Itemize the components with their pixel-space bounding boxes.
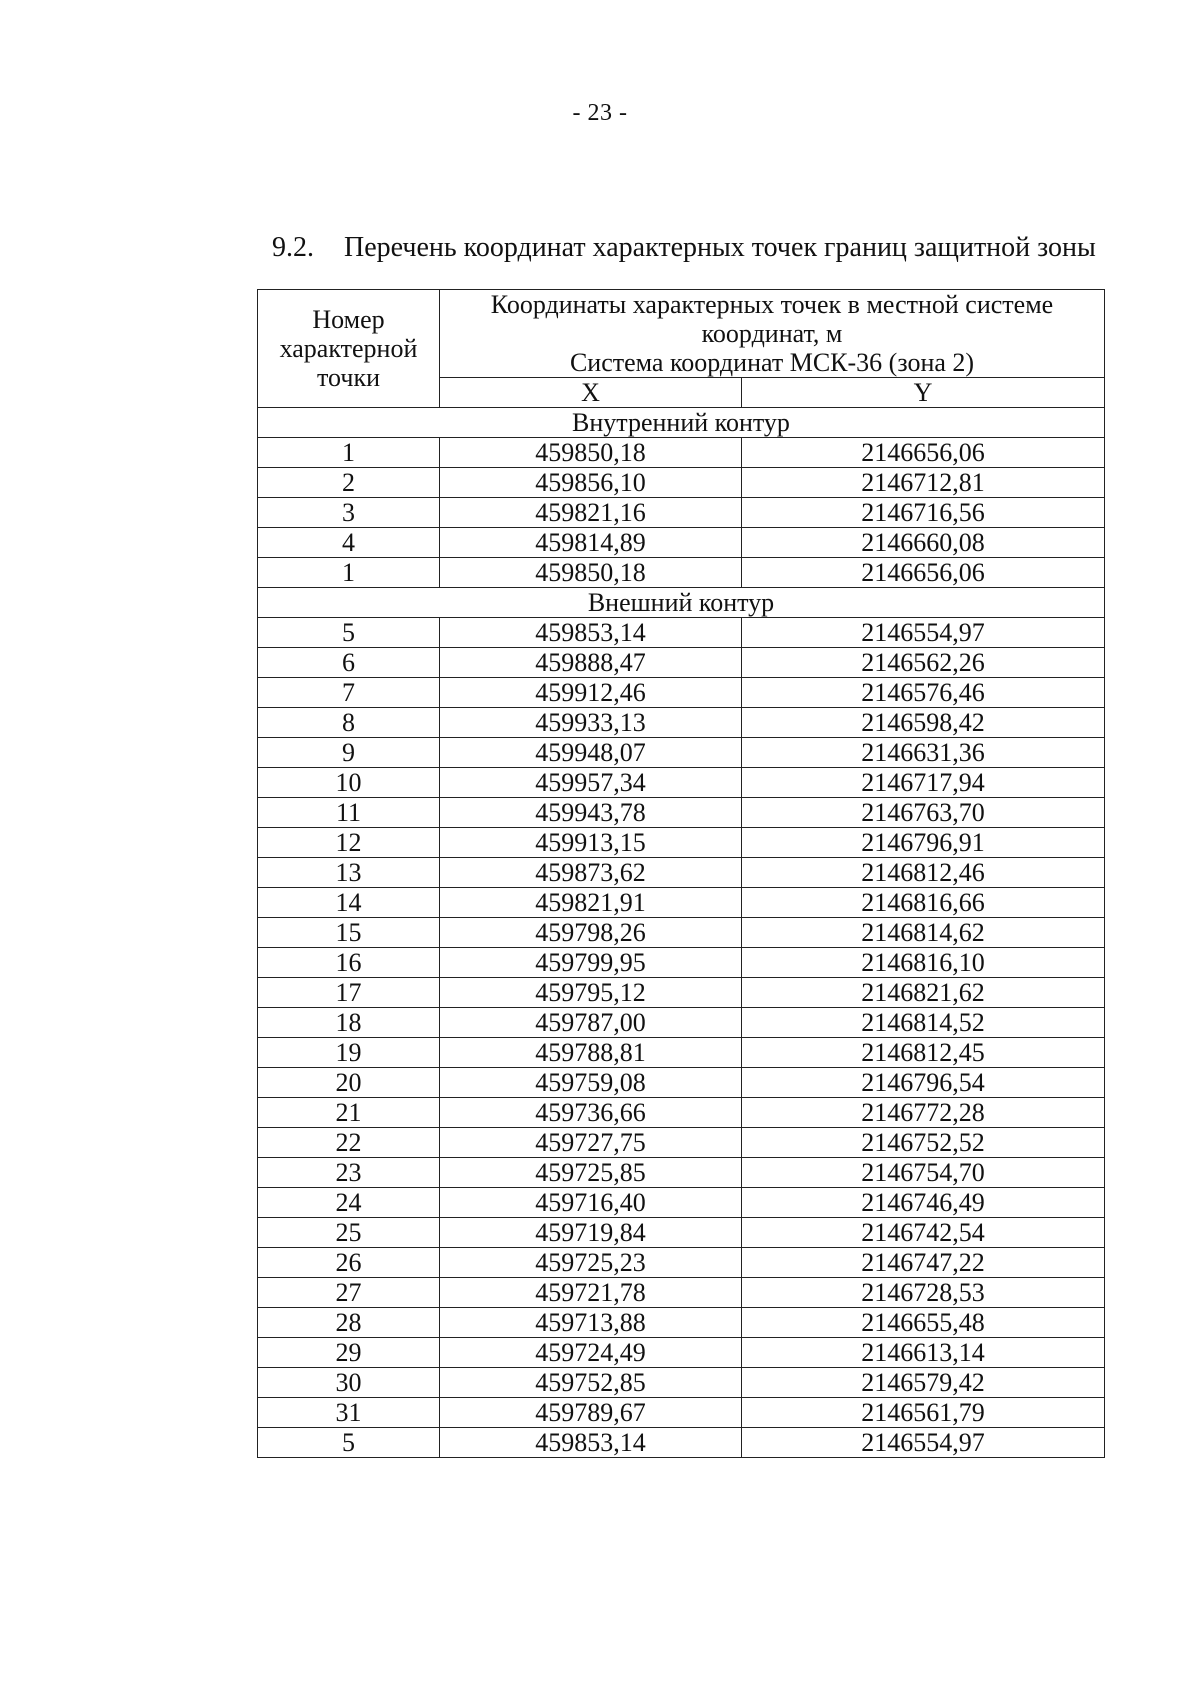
x-coordinate-cell: 459913,15	[440, 828, 742, 858]
point-number-cell: 5	[258, 1428, 440, 1458]
y-coordinate-cell: 2146716,56	[742, 498, 1105, 528]
point-number-cell: 7	[258, 678, 440, 708]
point-number-cell: 25	[258, 1218, 440, 1248]
x-coordinate-cell: 459789,67	[440, 1398, 742, 1428]
y-coordinate-cell: 2146561,79	[742, 1398, 1105, 1428]
table-row	[258, 648, 1105, 678]
table-row	[258, 1158, 1105, 1188]
y-coordinate-cell: 2146579,42	[742, 1368, 1105, 1398]
y-coordinate-cell: 2146598,42	[742, 708, 1105, 738]
point-number-cell: 28	[258, 1308, 440, 1338]
point-number-cell: 1	[258, 438, 440, 468]
table-row	[258, 858, 1105, 888]
point-number-cell: 24	[258, 1188, 440, 1218]
x-coordinate-cell: 459850,18	[440, 438, 742, 468]
point-number-cell: 6	[258, 648, 440, 678]
x-coordinate-cell: 459795,12	[440, 978, 742, 1008]
y-coordinate-cell: 2146821,62	[742, 978, 1105, 1008]
point-number-cell: 29	[258, 1338, 440, 1368]
x-coordinate-cell: 459725,85	[440, 1158, 742, 1188]
point-number-cell: 27	[258, 1278, 440, 1308]
point-number-cell: 13	[258, 858, 440, 888]
point-number-cell: 5	[258, 618, 440, 648]
table-row	[258, 1068, 1105, 1098]
x-coordinate-cell: 459798,26	[440, 918, 742, 948]
table-row	[258, 1038, 1105, 1068]
table-row	[258, 1368, 1105, 1398]
y-coordinate-cell: 2146712,81	[742, 468, 1105, 498]
table-row	[258, 978, 1105, 1008]
y-coordinate-cell: 2146816,10	[742, 948, 1105, 978]
x-coordinate-cell: 459957,34	[440, 768, 742, 798]
x-coordinate-cell: 459752,85	[440, 1368, 742, 1398]
x-coordinate-cell: 459850,18	[440, 558, 742, 588]
x-coordinate-cell: 459821,16	[440, 498, 742, 528]
y-coordinate-cell: 2146814,52	[742, 1008, 1105, 1038]
point-header-line: характерной	[279, 334, 418, 363]
table-row	[258, 1278, 1105, 1308]
table-row	[258, 1308, 1105, 1338]
point-number-cell: 21	[258, 1098, 440, 1128]
x-coordinate-cell: 459719,84	[440, 1218, 742, 1248]
point-number-cell: 15	[258, 918, 440, 948]
x-coordinate-cell: 459799,95	[440, 948, 742, 978]
y-coordinate-cell: 2146746,49	[742, 1188, 1105, 1218]
point-number-cell: 20	[258, 1068, 440, 1098]
x-coordinate-cell: 459736,66	[440, 1098, 742, 1128]
table-row	[258, 1398, 1105, 1428]
y-coordinate-cell: 2146631,36	[742, 738, 1105, 768]
x-coordinate-cell: 459787,00	[440, 1008, 742, 1038]
y-coordinate-cell: 2146742,54	[742, 1218, 1105, 1248]
table-row	[258, 1098, 1105, 1128]
x-coordinate-cell: 459759,08	[440, 1068, 742, 1098]
table-row	[258, 438, 1105, 468]
point-number-cell: 4	[258, 528, 440, 558]
point-header-line: точки	[317, 363, 380, 392]
point-number-cell: 22	[258, 1128, 440, 1158]
table-row	[258, 948, 1105, 978]
point-number-cell: 11	[258, 798, 440, 828]
y-coordinate-cell: 2146752,52	[742, 1128, 1105, 1158]
point-number-cell: 26	[258, 1248, 440, 1278]
x-coordinate-cell: 459821,91	[440, 888, 742, 918]
point-number-cell: 16	[258, 948, 440, 978]
y-coordinate-cell: 2146717,94	[742, 768, 1105, 798]
point-number-cell: 8	[258, 708, 440, 738]
table-row	[258, 708, 1105, 738]
point-number-cell: 9	[258, 738, 440, 768]
table-body	[258, 408, 1105, 1458]
x-coordinate-cell: 459912,46	[440, 678, 742, 708]
point-number-cell: 3	[258, 498, 440, 528]
y-coordinate-cell: 2146772,28	[742, 1098, 1105, 1128]
y-coordinate-cell: 2146812,45	[742, 1038, 1105, 1068]
point-number-cell: 10	[258, 768, 440, 798]
y-coordinate-cell: 2146728,53	[742, 1278, 1105, 1308]
y-coordinate-cell: 2146660,08	[742, 528, 1105, 558]
point-header-line: Номер	[312, 305, 385, 334]
table-row	[258, 558, 1105, 588]
x-coordinate-cell: 459856,10	[440, 468, 742, 498]
coords-header-line: Система координат МСК-36 (зона 2)	[569, 348, 975, 377]
y-coordinate-cell: 2146554,97	[742, 618, 1105, 648]
y-coordinate-cell: 2146747,22	[742, 1248, 1105, 1278]
y-coordinate-cell: 2146562,26	[742, 648, 1105, 678]
section-row	[258, 588, 1105, 618]
x-coordinate-cell: 459853,14	[440, 1428, 742, 1458]
table-row	[258, 528, 1105, 558]
y-coordinate-cell: 2146656,06	[742, 438, 1105, 468]
y-axis-header: Y	[742, 378, 1105, 408]
point-number-cell: 31	[258, 1398, 440, 1428]
table-row	[258, 828, 1105, 858]
point-number-cell: 1	[258, 558, 440, 588]
table-row	[258, 1248, 1105, 1278]
y-coordinate-cell: 2146576,46	[742, 678, 1105, 708]
section-number: 9.2.	[272, 232, 314, 263]
table-row	[258, 768, 1105, 798]
y-coordinate-cell: 2146656,06	[742, 558, 1105, 588]
x-coordinate-cell: 459933,13	[440, 708, 742, 738]
x-coordinate-cell: 459721,78	[440, 1278, 742, 1308]
table-row	[258, 1428, 1105, 1458]
x-coordinate-cell: 459724,49	[440, 1338, 742, 1368]
y-coordinate-cell: 2146816,66	[742, 888, 1105, 918]
x-coordinate-cell: 459873,62	[440, 858, 742, 888]
section-heading	[272, 232, 1132, 264]
point-number-cell: 18	[258, 1008, 440, 1038]
table-row	[258, 1188, 1105, 1218]
table-row	[258, 1338, 1105, 1368]
y-coordinate-cell: 2146812,46	[742, 858, 1105, 888]
section-title-cell: Внешний контур	[258, 588, 1105, 618]
coordinates-header	[440, 290, 1105, 378]
x-coordinate-cell: 459713,88	[440, 1308, 742, 1338]
section-title: Перечень координат характерных точек границ защитной зоны	[344, 232, 1096, 263]
section-row	[258, 408, 1105, 438]
y-coordinate-cell: 2146796,54	[742, 1068, 1105, 1098]
y-coordinate-cell: 2146754,70	[742, 1158, 1105, 1188]
table-row	[258, 468, 1105, 498]
point-number-cell: 14	[258, 888, 440, 918]
page-number: - 23 -	[572, 100, 628, 126]
point-number-header	[258, 290, 440, 408]
table-row	[258, 678, 1105, 708]
y-coordinate-cell: 2146655,48	[742, 1308, 1105, 1338]
point-number-cell: 12	[258, 828, 440, 858]
x-coordinate-cell: 459716,40	[440, 1188, 742, 1218]
coordinates-table	[257, 289, 1105, 1458]
table-row	[258, 618, 1105, 648]
point-number-cell: 30	[258, 1368, 440, 1398]
point-number-cell: 2	[258, 468, 440, 498]
coords-header-line: Координаты характерных точек в местной системе	[490, 290, 1054, 319]
x-coordinate-cell: 459853,14	[440, 618, 742, 648]
table-row	[258, 798, 1105, 828]
x-coordinate-cell: 459725,23	[440, 1248, 742, 1278]
x-coordinate-cell: 459943,78	[440, 798, 742, 828]
y-coordinate-cell: 2146763,70	[742, 798, 1105, 828]
y-coordinate-cell: 2146796,91	[742, 828, 1105, 858]
x-coordinate-cell: 459948,07	[440, 738, 742, 768]
table-row	[258, 738, 1105, 768]
point-number-cell: 19	[258, 1038, 440, 1068]
y-coordinate-cell: 2146613,14	[742, 1338, 1105, 1368]
x-coordinate-cell: 459788,81	[440, 1038, 742, 1068]
table-row	[258, 918, 1105, 948]
table-row	[258, 1128, 1105, 1158]
point-number-cell: 23	[258, 1158, 440, 1188]
x-coordinate-cell: 459727,75	[440, 1128, 742, 1158]
table-row	[258, 498, 1105, 528]
x-axis-header: X	[440, 378, 742, 408]
x-coordinate-cell: 459814,89	[440, 528, 742, 558]
coords-header-line: координат, м	[701, 319, 843, 348]
point-number-cell: 17	[258, 978, 440, 1008]
y-coordinate-cell: 2146554,97	[742, 1428, 1105, 1458]
x-coordinate-cell: 459888,47	[440, 648, 742, 678]
y-coordinate-cell: 2146814,62	[742, 918, 1105, 948]
table-row	[258, 1008, 1105, 1038]
section-title-cell: Внутренний контур	[258, 408, 1105, 438]
table-row	[258, 888, 1105, 918]
table-row	[258, 1218, 1105, 1248]
